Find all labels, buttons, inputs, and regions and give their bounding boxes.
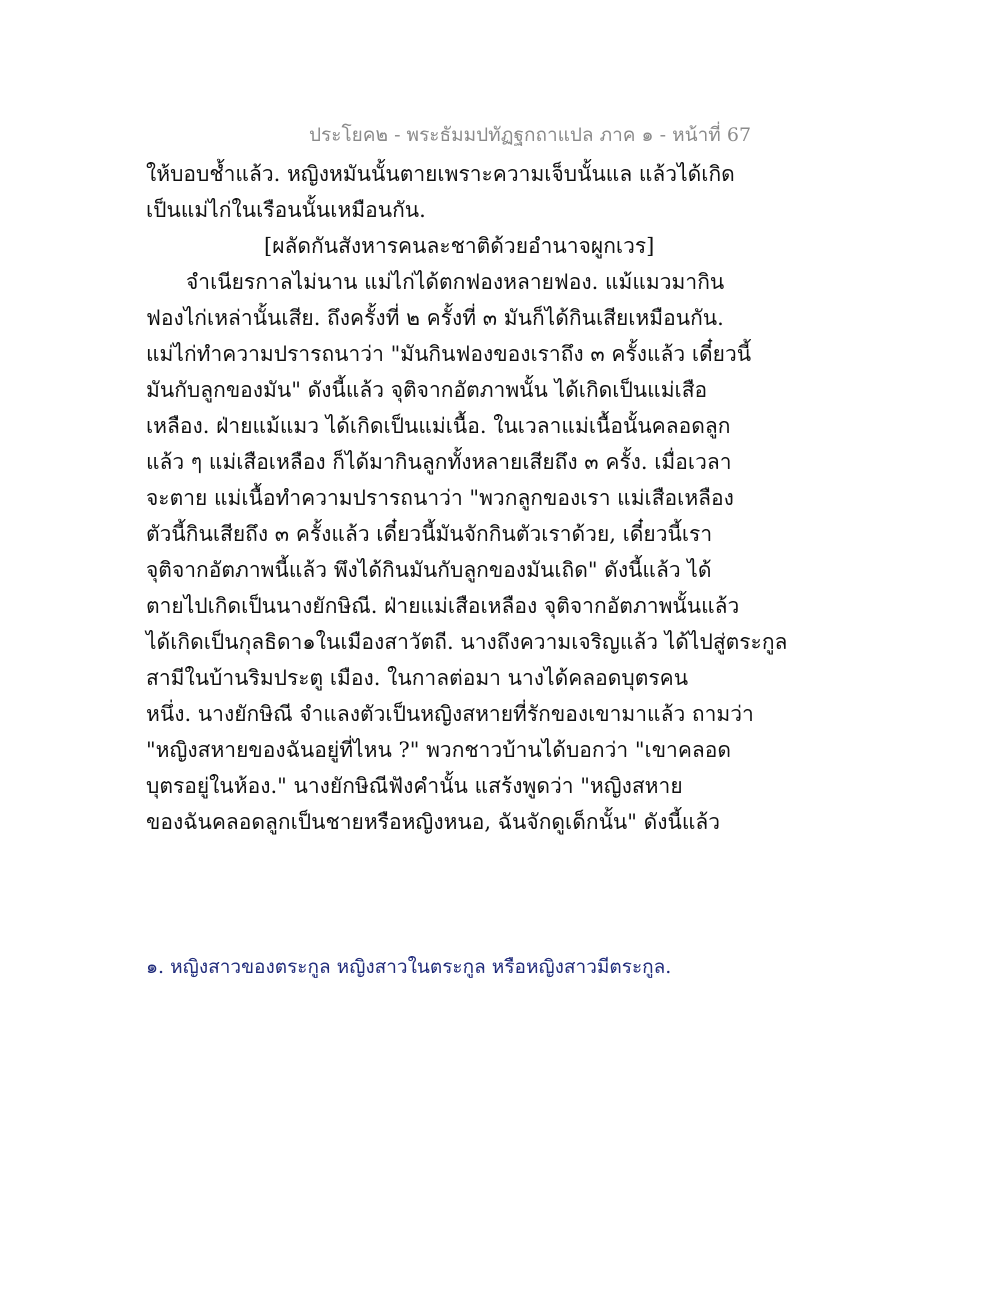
body-line: หนึ่ง. นางยักษิณี จำแลงตัวเป็นหญิงสหายที่รักของเขามาแล้ว ถามว่า <box>146 702 754 726</box>
page-header: ประโยค๒ - พระธัมมปทัฏฐกถาแปล ภาค ๑ - หน้าที่ 67 <box>309 124 752 146</box>
body-line: แม่ไก่ทำความปรารถนาว่า "มันกินฟองของเราถึง ๓ ครั้งแล้ว เดี๋ยวนี้ <box>146 342 752 366</box>
body-line: จุติจากอัตภาพนี้แล้ว พึงได้กินมันกับลูกของมันเถิด" ดังนี้แล้ว ได้ <box>146 558 712 582</box>
footnote: ๑. หญิงสาวของตระกูล หญิงสาวในตระกูล หรือหญิงสาวมีตระกูล. <box>146 956 672 978</box>
body-line: "หญิงสหายของฉันอยู่ที่ไหน ?" พวกชาวบ้านได้บอกว่า "เขาคลอด <box>146 738 732 762</box>
body-line: ตายไปเกิดเป็นนางยักษิณี. ฝ่ายแม่เสือเหลือง จุติจากอัตภาพนั้นแล้ว <box>146 594 740 618</box>
body-line: เป็นแม่ไก่ในเรือนนั้นเหมือนกัน. <box>146 198 426 222</box>
body-line: สามีในบ้านริมประตู เมือง. ในกาลต่อมา นางได้คลอดบุตรคน <box>146 666 689 690</box>
body-line: จะตาย แม่เนื้อทำความปรารถนาว่า "พวกลูกของเรา แม่เสือเหลือง <box>146 486 734 510</box>
body-line: ให้บอบช้ำแล้ว. หญิงหมันนั้นตายเพราะความเจ็บนั้นแล แล้วได้เกิด <box>146 162 735 186</box>
section-heading: [ผลัดกันสังหารคนละชาติด้วยอำนาจผูกเวร] <box>264 234 655 258</box>
body-line: จำเนียรกาลไม่นาน แม่ไก่ได้ตกฟองหลายฟอง. แม้แมวมากิน <box>186 270 725 294</box>
body-line: บุตรอยู่ในห้อง." นางยักษิณีฟังคำนั้น แสร้งพูดว่า "หญิงสหาย <box>146 774 683 798</box>
body-line: ตัวนี้กินเสียถึง ๓ ครั้งแล้ว เดี๋ยวนี้มันจักกินตัวเราด้วย, เดี๋ยวนี้เรา <box>146 522 713 546</box>
body-line: เหลือง. ฝ่ายแม้แมว ได้เกิดเป็นแม่เนื้อ. ในเวลาแม่เนื้อนั้นคลอดลูก <box>146 414 731 438</box>
body-text <box>146 156 788 840</box>
body-line: ได้เกิดเป็นกุลธิดา๑ในเมืองสาวัตถี. นางถึงความเจริญแล้ว ได้ไปสู่ตระกูล <box>146 630 788 654</box>
body-line: มันกับลูกของมัน" ดังนี้แล้ว จุติจากอัตภาพนั้น ได้เกิดเป็นแม่เสือ <box>146 378 708 402</box>
body-line: แล้ว ๆ แม่เสือเหลือง ก็ได้มากินลูกทั้งหลายเสียถึง ๓ ครั้ง. เมื่อเวลา <box>146 450 732 474</box>
body-line: ของฉันคลอดลูกเป็นชายหรือหญิงหนอ, ฉันจักดูเด็กนั้น" ดังนี้แล้ว <box>146 810 721 834</box>
body-line: ฟองไก่เหล่านั้นเสีย. ถึงครั้งที่ ๒ ครั้งที่ ๓ มันก็ได้กินเสียเหมือนกัน. <box>146 306 724 330</box>
